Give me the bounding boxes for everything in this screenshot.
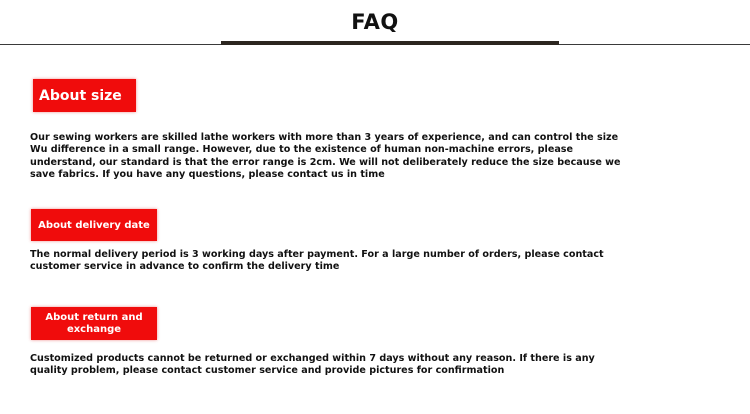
size-answer-text: Our sewing workers are skilled lathe workers with more than 3 years of experience, and can control the size Wu difference in a small range. However, due to the existence of human non-machine errors, please understand, our standard is that the error range is 2cm. We will not deliberately reduce the size because we save fabrics. If you have any questions, please contact us in time (30, 132, 621, 181)
return-answer-text: Customized products cannot be returned or exchanged within 7 days without any reason. If there is any quality problem, please contact customer service and provide pictures for confirmation (30, 353, 595, 377)
return-heading-badge: About return and exchange (31, 307, 157, 340)
title-underline (221, 41, 559, 45)
size-heading-badge: About size (33, 79, 136, 112)
page-title: FAQ (351, 10, 399, 34)
delivery-heading-badge: About delivery date (31, 209, 157, 241)
delivery-answer-text: The normal delivery period is 3 working days after payment. For a large number of orders, please contact customer service in advance to confirm the delivery time (30, 249, 604, 273)
faq-header (0, 0, 750, 48)
